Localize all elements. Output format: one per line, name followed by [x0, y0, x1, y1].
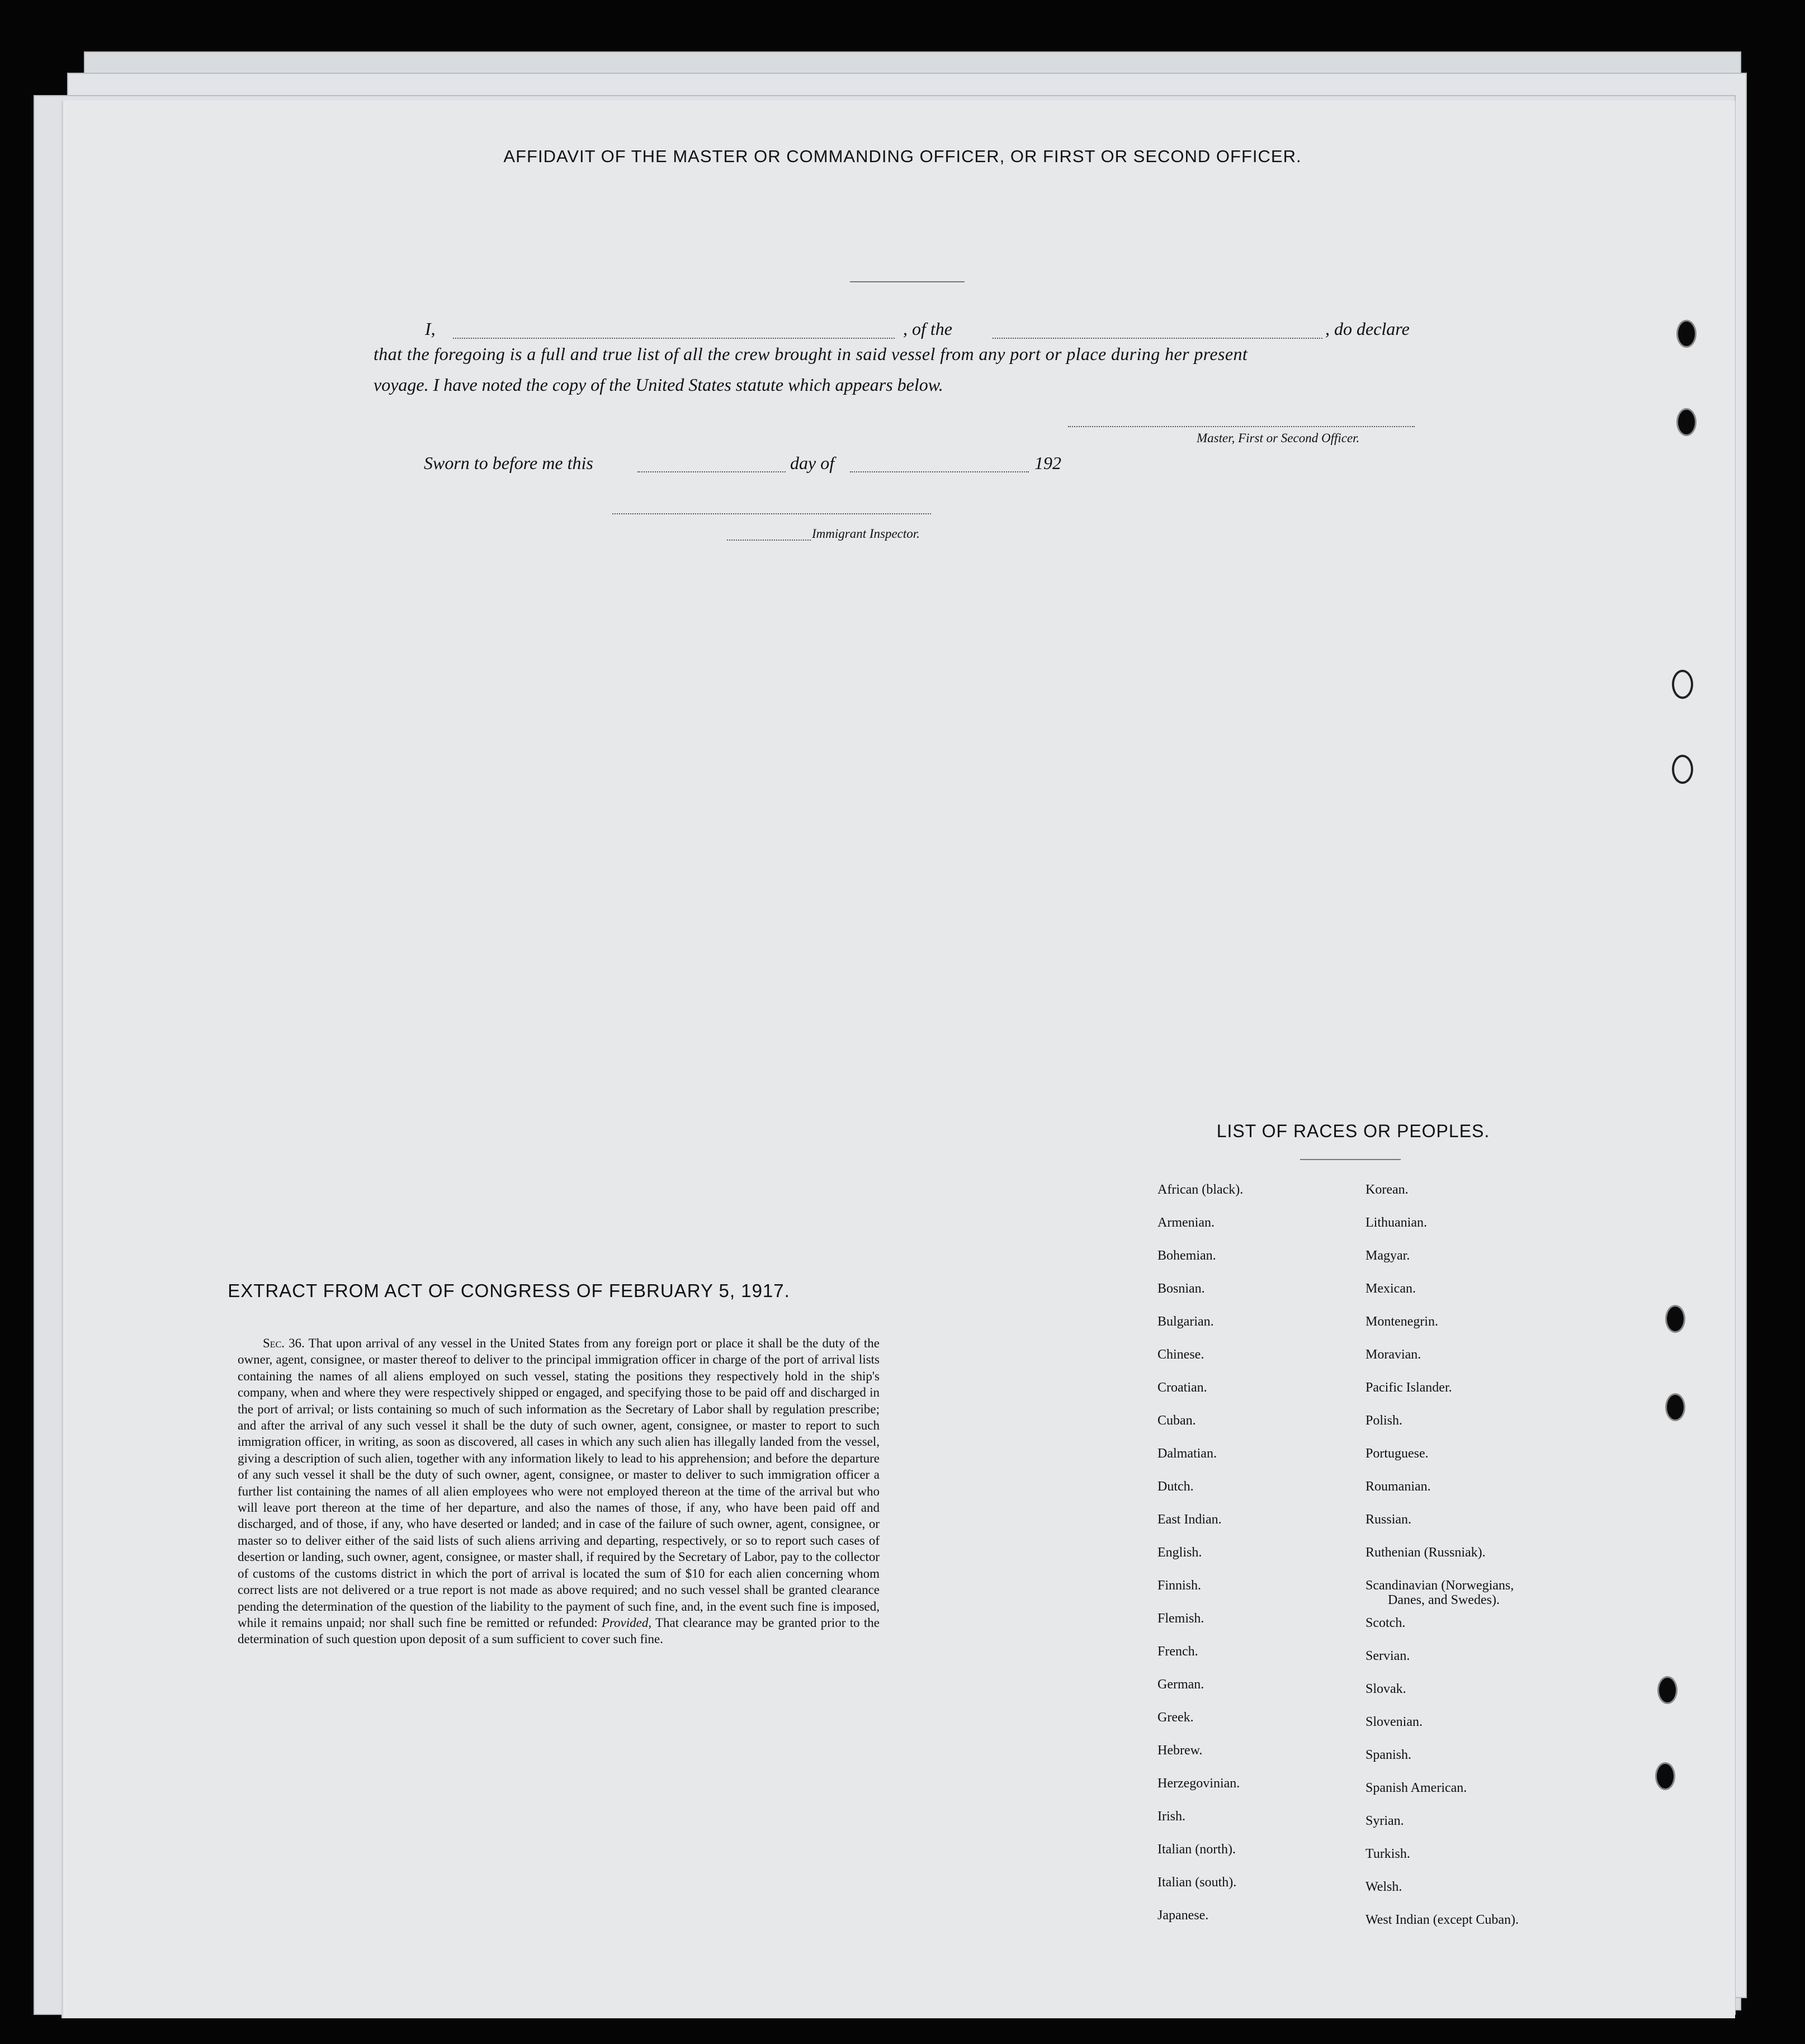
race-item: Dutch.	[1157, 1479, 1194, 1494]
race-item: Italian (north).	[1157, 1842, 1236, 1857]
extract-body	[238, 1335, 880, 1648]
extract-title: EXTRACT FROM ACT OF CONGRESS OF FEBRUARY 5, 1917.	[228, 1280, 790, 1301]
race-item-line: Scandinavian (Norwegians,	[1365, 1578, 1514, 1593]
race-item: Russian.	[1365, 1512, 1412, 1527]
binder-hole-icon	[1672, 755, 1693, 784]
race-item: West Indian (except Cuban).	[1365, 1913, 1519, 1927]
sworn-day-of-label: day of	[790, 453, 835, 473]
race-item: Bosnian.	[1157, 1281, 1205, 1296]
race-item: Bulgarian.	[1157, 1314, 1214, 1329]
affidavit-of-the-label: , of the	[903, 319, 952, 339]
races-left-column	[1157, 1182, 1243, 1941]
race-item: Servian.	[1365, 1649, 1410, 1663]
provided-label: Provided,	[601, 1615, 652, 1630]
sworn-year-label: 192	[1034, 453, 1061, 473]
race-item: Roumanian.	[1365, 1479, 1431, 1494]
race-item: Korean.	[1365, 1182, 1409, 1197]
race-item	[1365, 1578, 1519, 1616]
inspector-signature-line[interactable]	[612, 513, 931, 514]
sworn-day-blank[interactable]	[637, 471, 786, 472]
affidavit-line-2: that the foregoing is a full and true list of all the crew brought in said vessel from any port or place during her present	[374, 344, 1248, 364]
name-blank[interactable]	[453, 338, 895, 339]
extract-text-2: That clearance may be granted prior to the determination of such question upon deposit of a sum sufficient to cover such fine.	[238, 1615, 880, 1646]
race-item: Cuban.	[1157, 1413, 1196, 1428]
sworn-label: Sworn to before me this	[424, 453, 593, 473]
race-item: Japanese.	[1157, 1908, 1209, 1923]
race-item: Pacific Islander.	[1365, 1380, 1452, 1395]
race-item: Moravian.	[1365, 1347, 1421, 1362]
affidavit-line-3: voyage. I have noted the copy of the United States statute which appears below.	[374, 375, 943, 395]
race-item: African (black).	[1157, 1182, 1244, 1197]
race-item: Finnish.	[1157, 1578, 1202, 1593]
race-item: Spanish.	[1365, 1748, 1412, 1762]
binder-hole-icon	[1657, 1676, 1678, 1704]
race-item: Mexican.	[1365, 1281, 1416, 1296]
race-item: Herzegovinian.	[1157, 1776, 1240, 1791]
section-label: Sec. 36.	[263, 1336, 305, 1350]
race-item: Flemish.	[1157, 1611, 1204, 1626]
race-item: Greek.	[1157, 1710, 1194, 1725]
race-item: Polish.	[1365, 1413, 1403, 1428]
race-item: Ruthenian (Russniak).	[1365, 1545, 1486, 1560]
race-item: French.	[1157, 1644, 1198, 1659]
race-item: Hebrew.	[1157, 1743, 1203, 1758]
race-item: Spanish American.	[1365, 1781, 1467, 1795]
race-item: Magyar.	[1365, 1248, 1410, 1263]
affidavit-declare-label: , do declare	[1325, 319, 1410, 339]
binder-hole-icon	[1655, 1762, 1675, 1790]
race-item: East Indian.	[1157, 1512, 1222, 1527]
race-item: Portuguese.	[1365, 1446, 1429, 1461]
binder-hole-icon	[1665, 1393, 1685, 1421]
race-item: Turkish.	[1365, 1847, 1410, 1861]
race-item: Scotch.	[1365, 1616, 1406, 1630]
race-item: English.	[1157, 1545, 1202, 1560]
race-item: Slovak.	[1365, 1682, 1406, 1696]
signature-caption: Master, First or Second Officer.	[1197, 431, 1360, 445]
sworn-month-blank[interactable]	[850, 471, 1029, 472]
binder-hole-icon	[1665, 1305, 1685, 1333]
race-item: Syrian.	[1365, 1814, 1404, 1828]
binder-hole-icon	[1672, 670, 1693, 699]
title-divider	[850, 281, 965, 282]
race-item: Lithuanian.	[1365, 1215, 1427, 1230]
signature-line[interactable]	[1068, 426, 1415, 427]
race-item: Chinese.	[1157, 1347, 1204, 1362]
race-item: Dalmatian.	[1157, 1446, 1217, 1461]
race-item: Italian (south).	[1157, 1875, 1237, 1890]
binder-hole-icon	[1676, 320, 1697, 348]
extract-text-1: That upon arrival of any vessel in the United States from any foreign port or place it shall be the duty of the owner, agent, consignee, or master thereof to deliver to the principal immigration officer in charge of the port of arrival lists containing the names of all aliens employed on such vessel, stating the positions they respectively hold in the ship's company, when and where they were respectively shipped or engaged, and specifying those to be paid off and discharged in the port of arrival; or lists containing so much of such information as the Secretary of Labor shall by regulation prescribe; and after the arrival of any such vessel it shall be the duty of such owner, agent, consignee, or master to report to such immigration officer, in writing, as soon as discovered, all cases in which any such alien has illegally landed from the vessel, giving a description of such alien, together with any information likely to lead to his apprehension; and before the departure of any such vessel it shall be the duty of such owner, agent, consignee, or master to deliver to such immigration officer a further list containing the names of all alien employees who were not employed thereon at the time of the arrival but who will leave port thereon at the time of her departure, and also the names of those, if any, who have been paid off and discharged, and of those, if any, who have deserted or landed; and in case of the failure of such owner, agent, consignee, or master so to deliver either of the said lists of such aliens arriving and departing, respectively, or so to report such cases of desertion or landing, such owner, agent, consignee, or master shall, if required by the Secretary of Labor, pay to the collector of customs of the customs district in which the port of arrival is located the sum of $10 for each alien concerning whom correct lists are not delivered or a true report is not made as above required; and no such vessel shall be granted clearance pending the determination of the question of the liability to the payment of such fine, and, in the event such fine is imposed, while it remains unpaid; nor shall such fine be remitted or refunded:	[238, 1336, 880, 1630]
race-item: Croatian.	[1157, 1380, 1207, 1395]
race-item: Bohemian.	[1157, 1248, 1216, 1263]
affidavit-i-label: I,	[425, 319, 436, 339]
race-item: Welsh.	[1365, 1880, 1402, 1894]
race-item: Slovenian.	[1365, 1715, 1423, 1729]
race-item-line: Danes, and Swedes).	[1388, 1593, 1500, 1607]
binder-hole-icon	[1676, 408, 1697, 436]
inspector-prefix-blank	[727, 540, 811, 541]
races-title: LIST OF RACES OR PEOPLES.	[1216, 1121, 1490, 1141]
race-item: Montenegrin.	[1365, 1314, 1438, 1329]
race-item: German.	[1157, 1677, 1204, 1692]
race-item: Armenian.	[1157, 1215, 1215, 1230]
races-title-divider	[1300, 1159, 1401, 1160]
affidavit-title: AFFIDAVIT OF THE MASTER OR COMMANDING OFFICER, OR FIRST OR SECOND OFFICER.	[503, 146, 1302, 166]
inspector-caption: Immigrant Inspector.	[812, 527, 920, 541]
vessel-blank[interactable]	[993, 338, 1322, 339]
races-right-column	[1365, 1182, 1519, 1946]
race-item: Irish.	[1157, 1809, 1185, 1824]
